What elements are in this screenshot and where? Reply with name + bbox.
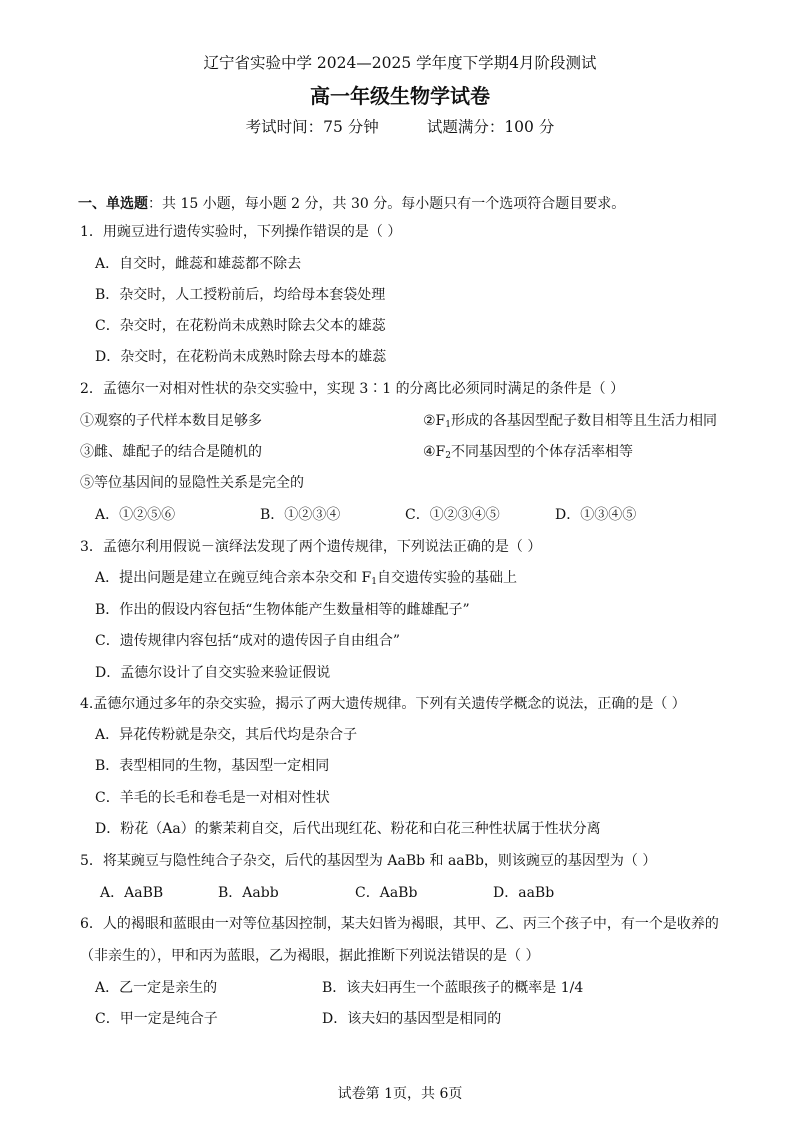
school-exam-title: 辽宁省实验中学 2024—2025 学年度下学期4月阶段测试 [203,54,597,72]
question-1-stem: 1．用豌豆进行遗传实验时，下列操作错误的是（ ） [80,224,402,240]
statement-4-prefix: ④F [423,444,446,460]
section-instructions: ：共 15 小题，每小题 2 分，共 30 分。每小题只有一个选项符合题目要求。 [148,196,626,212]
question-2-statement-5: ⑤等位基因间的显隐性关系是完全的 [80,475,304,491]
option-a-suffix: 自交遗传实验的基础上 [377,570,518,586]
question-6-option-b: B．该夫妇再生一个蓝眼孩子的概率是 1/4 [322,980,584,996]
question-5-option-d: D．aaBb [493,885,555,901]
question-3-option-d: D．孟德尔设计了自交实验来验证假说 [95,665,331,681]
statement-2-suffix: 形成的各基因型配子数目相等且生活力相同 [451,413,717,429]
full-score: 试题满分：100 分 [426,118,555,136]
question-2-statement-2 [423,412,717,430]
question-3-stem: 3．孟德尔利用假说－演绎法发现了两个遗传规律，下列说法正确的是（ ） [80,539,542,555]
statement-2-prefix: ②F [423,413,446,429]
option-a-prefix: A．提出问题是建立在豌豆纯合亲本杂交和 F [95,570,372,586]
question-5-stem: 5．将某豌豆与隐性纯合子杂交，后代的基因型为 AaBb 和 aaBb，则该豌豆的基因型为（ ） [80,853,657,869]
question-1-option-d: D．杂交时，在花粉尚未成熟时除去母本的雄蕊 [95,349,387,365]
section-label: 一、单选题 [78,196,148,212]
question-3-option-c: C．遗传规律内容包括“成对的遗传因子自由组合” [95,633,401,649]
question-2-option-c: C．①②③④⑤ [405,507,500,523]
question-3-option-b: B．作出的假设内容包括“生物体能产生数量相等的雌雄配子” [95,602,470,618]
question-2-stem: 2．孟德尔一对相对性状的杂交实验中，实现 3∶1 的分离比必须同时满足的条件是（ ） [80,381,625,397]
question-3-option-a [95,569,517,587]
statement-4-subscript: 2 [445,451,451,461]
question-2-statement-4 [423,443,633,461]
question-4-stem: 4.孟德尔通过多年的杂交实验，揭示了两大遗传规律。下列有关遗传学概念的说法，正确的是（ ） [80,696,686,712]
question-6-option-c: C．甲一定是纯合子 [95,1011,218,1027]
question-6-stem-line-2: （非亲生的），甲和丙为蓝眼，乙为褐眼，据此推断下列说法错误的是（ ） [80,948,540,964]
question-4-option-d: D．粉花（Aa）的紫茉莉自交，后代出现红花、粉花和白花三种性状属于性状分离 [95,821,601,837]
question-1-option-c: C．杂交时，在花粉尚未成熟时除去父本的雄蕊 [95,318,386,334]
question-6-stem-line-1: 6．人的褐眼和蓝眼由一对等位基因控制，某夫妇皆为褐眼，其甲、乙、丙三个孩子中，有一个是收养的 [80,916,719,932]
question-5-option-a: A．AaBB [100,885,164,901]
page-title: 高一年级生物学试卷 [310,84,490,108]
question-6-option-d: D．该夫妇的基因型是相同的 [322,1011,502,1027]
question-2-option-b: B．①②③④ [260,507,341,523]
question-1-option-a: A．自交时，雌蕊和雄蕊都不除去 [95,256,302,272]
question-1-option-b: B．杂交时，人工授粉前后，均给母本套袋处理 [95,287,386,303]
statement-4-suffix: 不同基因型的个体存活率相等 [451,444,633,460]
exam-time: 考试时间：75 分钟 [245,118,379,136]
question-2-statement-3: ③雌、雄配子的结合是随机的 [80,444,262,460]
option-a-subscript: 1 [371,577,378,587]
question-5-option-c: C．AaBb [355,885,418,901]
question-2-statement-1: ①观察的子代样本数目足够多 [80,413,262,429]
question-5-option-b: B．Aabb [218,885,279,901]
page-footer: 试卷第 1页，共 6页 [337,1086,463,1102]
question-4-option-b: B．表型相同的生物，基因型一定相同 [95,758,330,774]
question-4-option-a: A．异花传粉就是杂交，其后代均是杂合子 [95,727,358,743]
question-6-option-a: A．乙一定是亲生的 [95,980,218,996]
statement-2-subscript: 1 [445,420,451,430]
section-heading [78,195,625,213]
question-4-option-c: C．羊毛的长毛和卷毛是一对相对性状 [95,790,330,806]
exam-info [0,118,800,136]
question-2-option-d: D．①③④⑤ [555,507,637,523]
question-2-option-a: A．①②⑤⑥ [95,507,176,523]
